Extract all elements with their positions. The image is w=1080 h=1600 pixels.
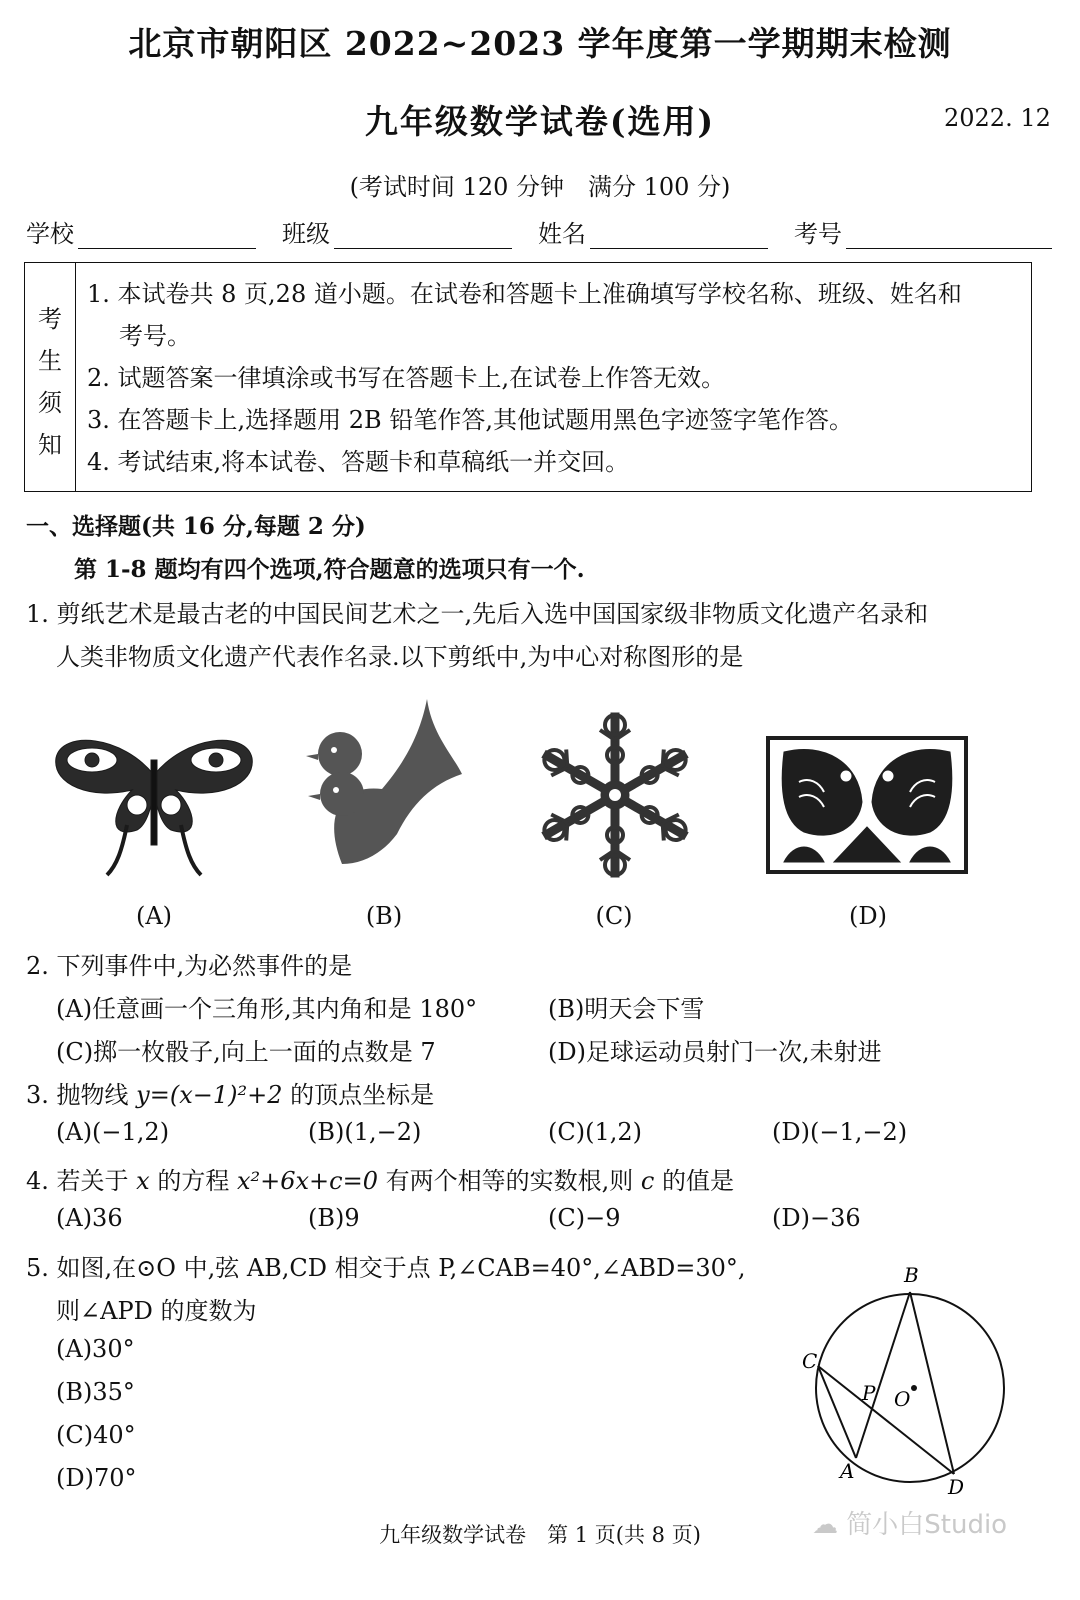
segment-bd: [910, 1292, 954, 1474]
center-point: [911, 1385, 917, 1391]
question-4-stem-mid2: 有两个相等的实数根,则: [377, 1167, 641, 1195]
exam-info: (考试时间 120 分钟 满分 100 分): [349, 173, 731, 201]
notice-heading-char: 生: [38, 347, 62, 375]
exam-title: 北京市朝阳区 2022~2023 学年度第一学期期末检测: [128, 24, 952, 63]
label-p: P: [862, 1381, 876, 1405]
notice-heading-char: 考: [38, 305, 62, 333]
section-title: 一、选择题(共 16 分,每题 2 分): [26, 513, 366, 540]
question-4-option-d: (D)−36: [772, 1204, 861, 1232]
exam-subtitle: 九年级数学试卷(选用): [364, 102, 716, 141]
figure-label-d: (D): [849, 902, 887, 930]
question-3-option-b: (B)(1,−2): [308, 1118, 422, 1146]
question-2-option-c: (C)掷一枚骰子,向上一面的点数是 7: [56, 1038, 436, 1066]
notice-box: [24, 262, 1032, 492]
figure-label-c: (C): [595, 902, 633, 930]
notice-item: 考号。: [119, 322, 191, 350]
watermark-text: 简小白Studio: [846, 1510, 1008, 1540]
question-4-stem-pre: 4. 若关于: [26, 1167, 137, 1195]
question-3-option-d: (D)(−1,−2): [772, 1118, 908, 1146]
watermark: [812, 1504, 1007, 1541]
question-4-var-c: c: [640, 1167, 655, 1195]
question-3-stem: [26, 1075, 434, 1110]
question-4-option-c: (C)−9: [548, 1204, 621, 1232]
chord-cd: [818, 1366, 954, 1474]
label-o: O: [894, 1387, 911, 1411]
student-info-fields: [26, 214, 1056, 254]
notice-item: 3. 在答题卡上,选择题用 2B 铅笔作答,其他试题用黑色字迹签字笔作答。: [87, 406, 853, 434]
field-school: [26, 214, 256, 249]
question-5-line2: 则∠APD 的度数为: [56, 1297, 257, 1325]
question-2-option-d: (D)足球运动员射门一次,未射进: [548, 1038, 882, 1066]
question-1-line2: 人类非物质文化遗产代表作名录.以下剪纸中,为中心对称图形的是: [56, 643, 744, 671]
field-blank: [334, 222, 512, 249]
field-label: 姓名: [538, 220, 586, 248]
section-instruction: 第 1-8 题均有四个选项,符合题意的选项只有一个.: [74, 556, 585, 583]
field-label: 学校: [26, 220, 74, 248]
question-3-option-a: (A)(−1,2): [56, 1118, 170, 1146]
question-4-option-b: (B)9: [308, 1204, 360, 1232]
field-name: [538, 214, 768, 249]
label-b: B: [904, 1263, 919, 1287]
question-5-option-b: (B)35°: [56, 1378, 135, 1406]
question-4-stem-post: 的值是: [654, 1167, 734, 1195]
papercut-butterfly-figure: [52, 730, 256, 880]
field-label: 考号: [794, 220, 842, 248]
field-label: 班级: [282, 220, 330, 248]
wechat-icon: ☁: [812, 1510, 838, 1540]
question-3-option-c: (C)(1,2): [548, 1118, 642, 1146]
question-2-option-b: (B)明天会下雪: [548, 995, 705, 1023]
question-5-option-d: (D)70°: [56, 1464, 137, 1492]
papercut-swallows-figure: [302, 694, 468, 874]
question-5-line1: 5. 如图,在⊙O 中,弦 AB,CD 相交于点 P,∠CAB=40°,∠ABD=30°,: [26, 1254, 746, 1282]
circle-chord-diagram: [796, 1260, 1016, 1500]
question-4-stem: [26, 1161, 734, 1196]
question-2-stem: 2. 下列事件中,为必然事件的是: [26, 952, 353, 980]
papercut-fish-figure: [764, 732, 970, 878]
segment-ca: [818, 1366, 856, 1458]
papercut-snowflake-figure: [520, 710, 710, 880]
field-exam-number: [794, 214, 1052, 249]
question-3-stem-pre: 3. 抛物线: [26, 1081, 137, 1109]
question-3-stem-post: 的顶点坐标是: [282, 1081, 435, 1109]
label-c: C: [802, 1349, 818, 1373]
question-4-formula: x²+6x+c=0: [236, 1167, 378, 1195]
question-4-var-x: x: [136, 1167, 150, 1195]
notice-item: 2. 试题答案一律填涂或书写在答题卡上,在试卷上作答无效。: [87, 364, 726, 392]
exam-date: 2022. 12: [944, 104, 1051, 132]
notice-item: 4. 考试结束,将本试卷、答题卡和草稿纸一并交回。: [87, 448, 630, 476]
question-4-option-a: (A)36: [56, 1204, 123, 1232]
label-d: D: [948, 1475, 965, 1499]
page-footer: 九年级数学试卷 第 1 页(共 8 页): [379, 1523, 701, 1547]
notice-heading-char: 须: [38, 389, 62, 417]
question-5-option-a: (A)30°: [56, 1335, 135, 1363]
question-4-stem-mid: 的方程: [149, 1167, 237, 1195]
field-blank: [590, 222, 768, 249]
field-blank: [846, 222, 1052, 249]
notice-heading: [25, 263, 76, 491]
question-1-line1: 1. 剪纸艺术是最古老的中国民间艺术之一,先后入选中国国家级非物质文化遗产名录和: [26, 600, 929, 628]
figure-label-a: (A): [135, 902, 173, 930]
question-3-formula: y=(x−1)²+2: [136, 1081, 283, 1109]
field-class: [282, 214, 512, 249]
figure-label-b: (B): [365, 902, 403, 930]
notice-heading-char: 知: [38, 431, 62, 459]
notice-item: 1. 本试卷共 8 页,28 道小题。在试卷和答题卡上准确填写学校名称、班级、姓名和: [87, 280, 962, 308]
label-a: A: [840, 1459, 855, 1483]
question-2-option-a: (A)任意画一个三角形,其内角和是 180°: [56, 995, 478, 1023]
question-5-option-c: (C)40°: [56, 1421, 136, 1449]
field-blank: [78, 222, 256, 249]
